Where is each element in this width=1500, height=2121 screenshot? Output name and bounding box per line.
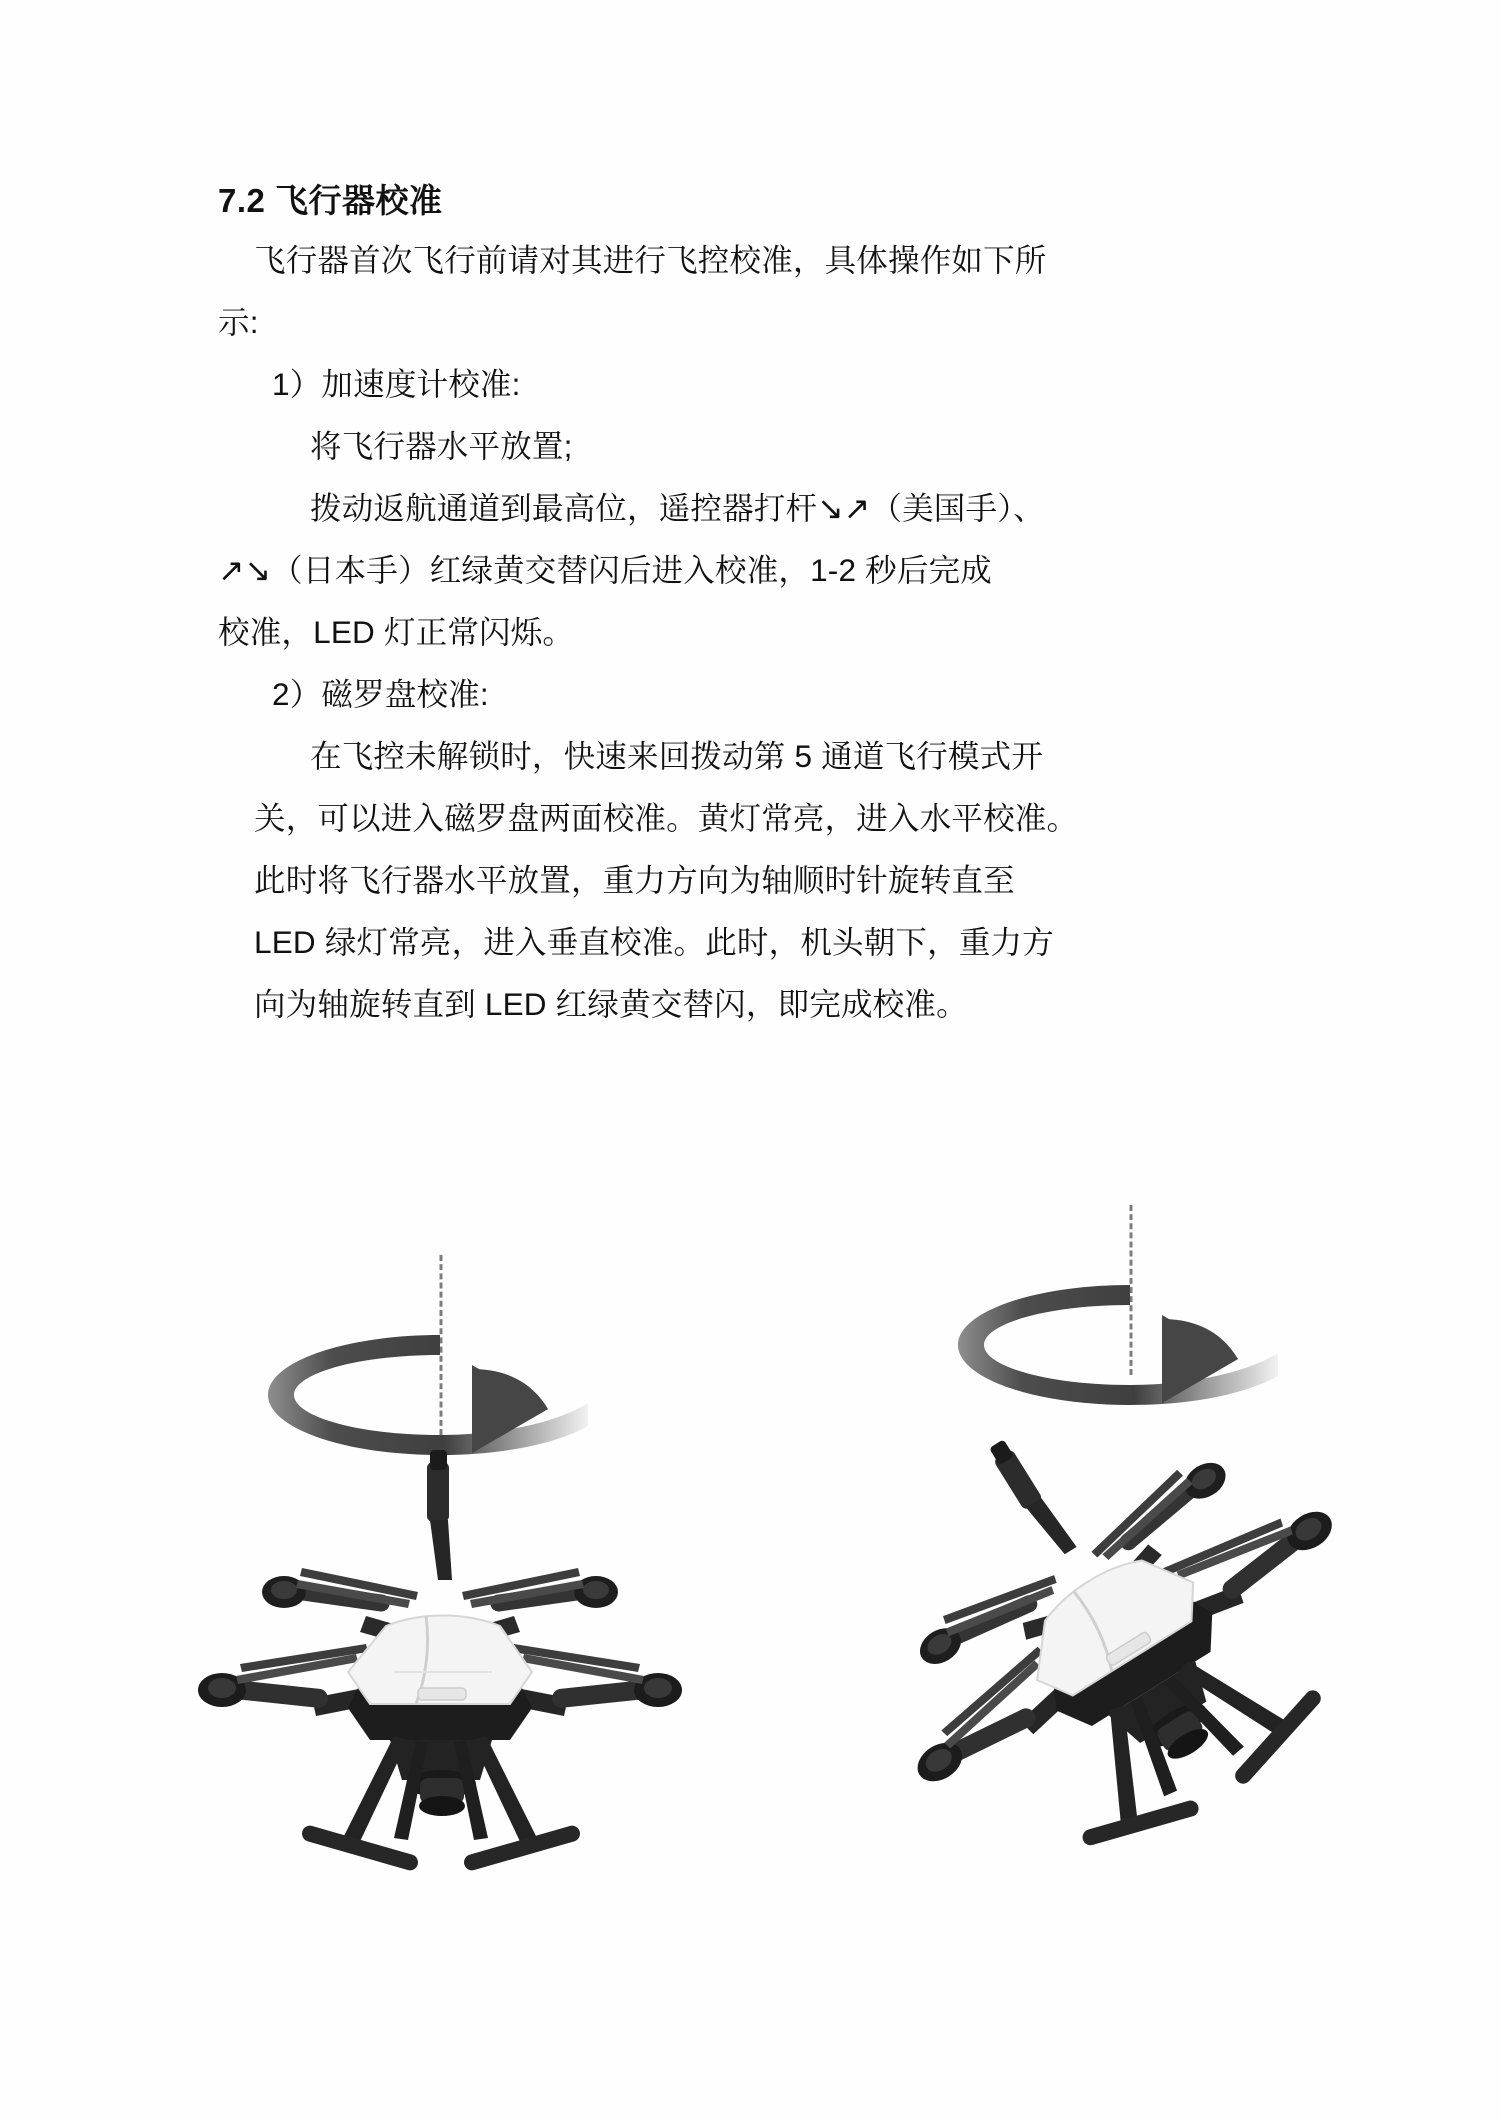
list-item-2-body-line-3: 此时将飞行器水平放置，重力方向为轴顺时针旋转直至 [254, 862, 1015, 899]
list-item-2-body-line-2: 关，可以进入磁罗盘两面校准。黄灯常亮，进入水平校准。 [254, 800, 1079, 837]
list-item-2-body-line-1: 在飞控未解锁时，快速来回拨动第 5 通道飞行模式开 [310, 738, 1044, 775]
text-content [218, 180, 1288, 1051]
list-item-2-body-line-5: 向为轴旋转直到 LED 红绿黄交替闪，即完成校准。 [254, 986, 968, 1023]
list-item-1-step-2-line-3: 校准，LED 灯正常闪烁。 [218, 614, 575, 651]
list-item-2-label: 2）磁罗盘校准: [272, 676, 489, 713]
hexacopter-drone-upright-image [180, 1440, 700, 1910]
paragraph-intro-line-1: 飞行器首次飞行前请对其进行飞控校准，具体操作如下所 [254, 242, 1047, 279]
figure-horizontal-calibration [130, 1255, 750, 2075]
list-item-1-step-1: 将飞行器水平放置; [310, 428, 573, 465]
paragraph-intro-line-2: 示: [218, 304, 259, 341]
list-item-1-step-2-line-2: ↗↘（日本手）红绿黄交替闪后进入校准，1-2 秒后完成 [218, 552, 992, 589]
figure-group [0, 1240, 1500, 2070]
hexacopter-drone-nose-down-image [870, 1355, 1390, 1915]
figure-vertical-calibration [820, 1205, 1440, 2025]
list-item-1-step-2-line-1: 拨动返航通道到最高位，遥控器打杆↘↗（美国手）、 [310, 490, 1045, 527]
page-title: 7.2 飞行器校准 [218, 182, 443, 219]
list-item-1-label: 1）加速度计校准: [272, 366, 521, 403]
list-item-2-body-line-4: LED 绿灯常亮，进入垂直校准。此时，机头朝下，重力方 [254, 924, 1054, 961]
